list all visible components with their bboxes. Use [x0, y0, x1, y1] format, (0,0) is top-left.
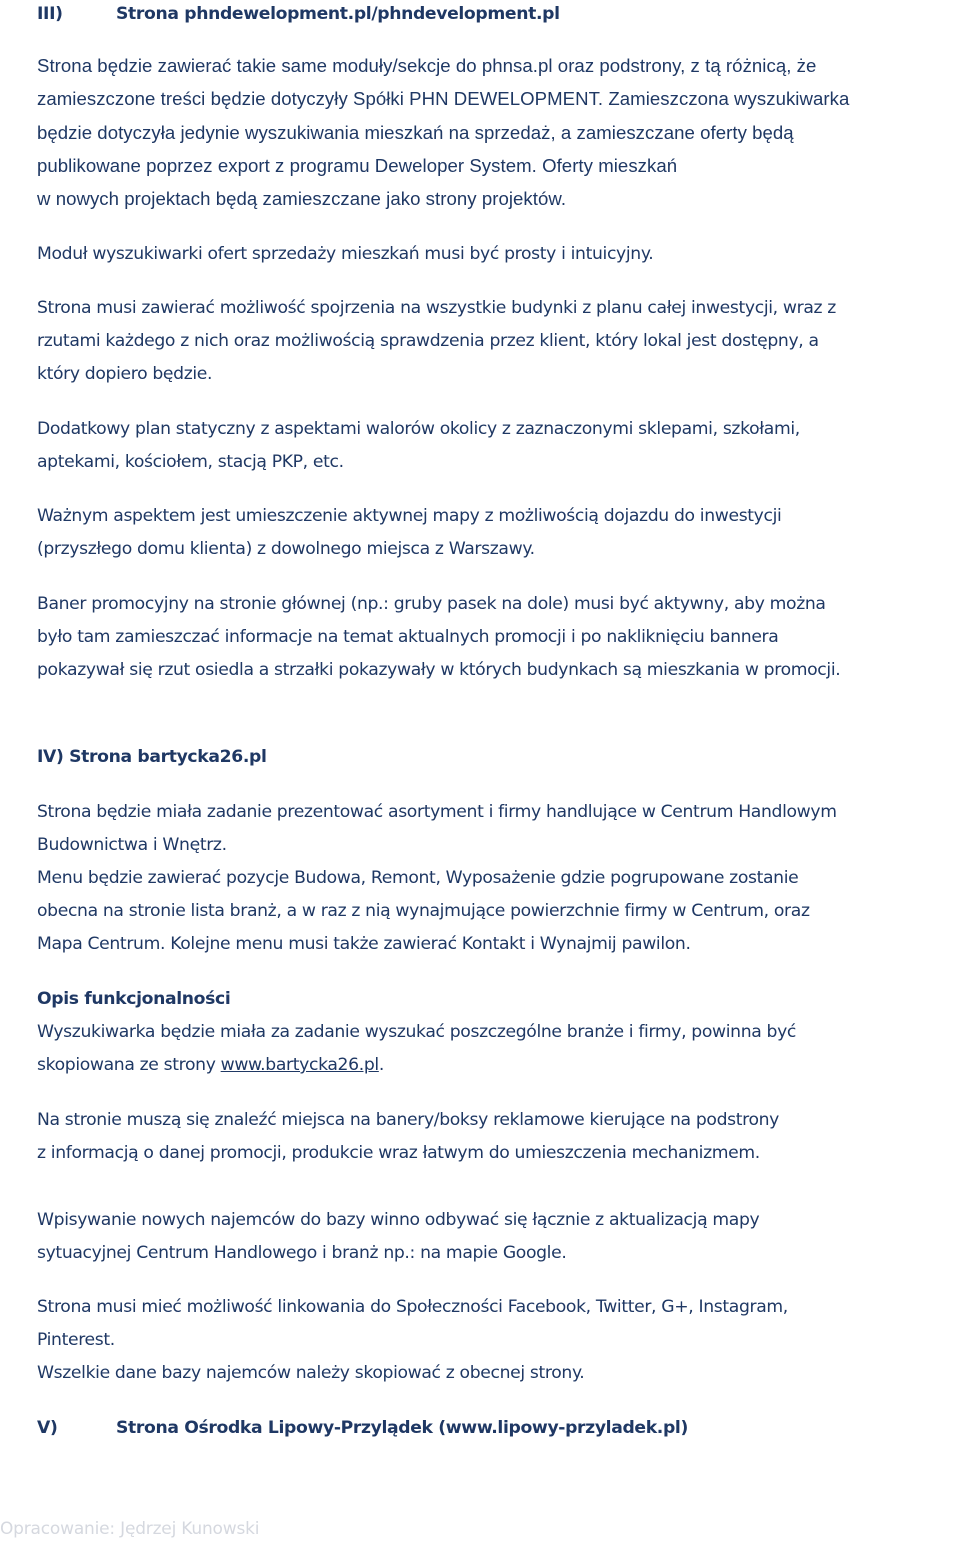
section-3-p1-line-5: w nowych projektach będą zamieszczane jako strony projektów. [37, 188, 567, 209]
section-4-p2-line-1: Na stronie muszą się znaleźć miejsca na banery/boksy reklamowe kierujące na podstrony [37, 1110, 780, 1130]
section-4-p4-line-2: Pinterest. [37, 1330, 115, 1350]
functionality-line-2-suffix: . [378, 1055, 384, 1075]
section-5-number: V) [37, 1418, 58, 1438]
section-3-p6-line-2: było tam zamieszczać informacje na temat aktualnych promocji i po nakliknięciu bannera [37, 627, 779, 647]
section-3-p1-line-2: zamieszczone treści będzie dotyczyły Spółki PHN DEWELOPMENT. Zamieszczona wyszukiwarka [37, 88, 850, 109]
footer-author: Opracowanie: Jędrzej Kunowski [0, 1519, 260, 1539]
section-3-p2: Moduł wyszukiwarki ofert sprzedaży mieszkań musi być prosty i intuicyjny. [37, 244, 654, 264]
functionality-line-2 [37, 1053, 384, 1077]
section-3-title: Strona phndewelopment.pl/phndevelopment.pl [116, 4, 560, 24]
section-4-p1-line-2: Budownictwa i Wnętrz. [37, 835, 227, 855]
section-3-p3-line-3: który dopiero będzie. [37, 364, 213, 384]
section-3-heading [0, 2, 960, 26]
section-3-p1-line-3: będzie dotyczyła jedynie wyszukiwania mieszkań na sprzedaż, a zamieszczane oferty będą [37, 122, 794, 143]
section-4-p2-line-2: z informacją o danej promocji, produkcie wraz łatwym do umieszczenia mechanizmem. [37, 1143, 760, 1163]
section-4-p1-line-4: obecna na stronie lista branż, a w raz z nią wynajmujące powierzchnie firmy w Centrum, oraz [37, 901, 810, 921]
section-4-p3-line-1: Wpisywanie nowych najemców do bazy winno odbywać się łącznie z aktualizacją mapy [37, 1210, 760, 1230]
section-5-title: Strona Ośrodka Lipowy-Przylądek (www.lipowy-przyladek.pl) [116, 1418, 688, 1438]
section-3-p6-line-3: pokazywał się rzut osiedla a strzałki pokazywały w których budynkach są mieszkania w promocji. [37, 660, 841, 680]
section-3-p1-line-4: publikowane poprzez export z programu Deweloper System. Oferty mieszkań [37, 155, 678, 176]
section-3-p3-line-1: Strona musi zawierać możliwość spojrzenia na wszystkie budynki z planu całej inwestycji, wraz z [37, 298, 836, 318]
section-3-p6-line-1: Baner promocyjny na stronie głównej (np.: gruby pasek na dole) musi być aktywny, aby można [37, 594, 826, 614]
functionality-heading: Opis funkcjonalności [37, 989, 231, 1009]
section-3-number: III) [37, 4, 63, 24]
section-5-heading [0, 1416, 960, 1440]
section-4-p3-line-2: sytuacyjnej Centrum Handlowego i branż np.: na mapie Google. [37, 1243, 567, 1263]
section-4-p4-line-3: Wszelkie dane bazy najemców należy skopiować z obecnej strony. [37, 1363, 585, 1383]
section-3-p3-line-2: rzutami każdego z nich oraz możliwością sprawdzenia przez klient, który lokal jest dostępny, a [37, 331, 819, 351]
section-3-p5-line-1: Ważnym aspektem jest umieszczenie aktywnej mapy z możliwością dojazdu do inwestycji [37, 506, 782, 526]
section-4-p1-line-3: Menu będzie zawierać pozycje Budowa, Remont, Wyposażenie gdzie pogrupowane zostanie [37, 868, 799, 888]
section-4-p4-line-1: Strona musi mieć możliwość linkowania do Społeczności Facebook, Twitter, G+, Instagram, [37, 1297, 788, 1317]
section-3-p4-line-1: Dodatkowy plan statyczny z aspektami walorów okolicy z zaznaczonymi sklepami, szkołami, [37, 419, 800, 439]
section-4-p1-line-5: Mapa Centrum. Kolejne menu musi także zawierać Kontakt i Wynajmij pawilon. [37, 934, 691, 954]
section-3-p5-line-2: (przyszłego domu klienta) z dowolnego miejsca z Warszawy. [37, 539, 535, 559]
functionality-line-1: Wyszukiwarka będzie miała za zadanie wyszukać poszczególne branże i firmy, powinna być [37, 1022, 797, 1042]
functionality-line-2-prefix: skopiowana ze strony [37, 1055, 221, 1075]
bartycka-link[interactable]: www.bartycka26.pl [220, 1055, 379, 1075]
section-4-heading: IV) Strona bartycka26.pl [37, 747, 267, 767]
section-3-p1-line-1: Strona będzie zawierać takie same moduły/sekcje do phnsa.pl oraz podstrony, z tą różnicą, że [37, 55, 817, 76]
section-4-p1-line-1: Strona będzie miała zadanie prezentować asortyment i firmy handlujące w Centrum Handlowym [37, 802, 837, 822]
section-3-p4-line-2: aptekami, kościołem, stacją PKP, etc. [37, 452, 344, 472]
